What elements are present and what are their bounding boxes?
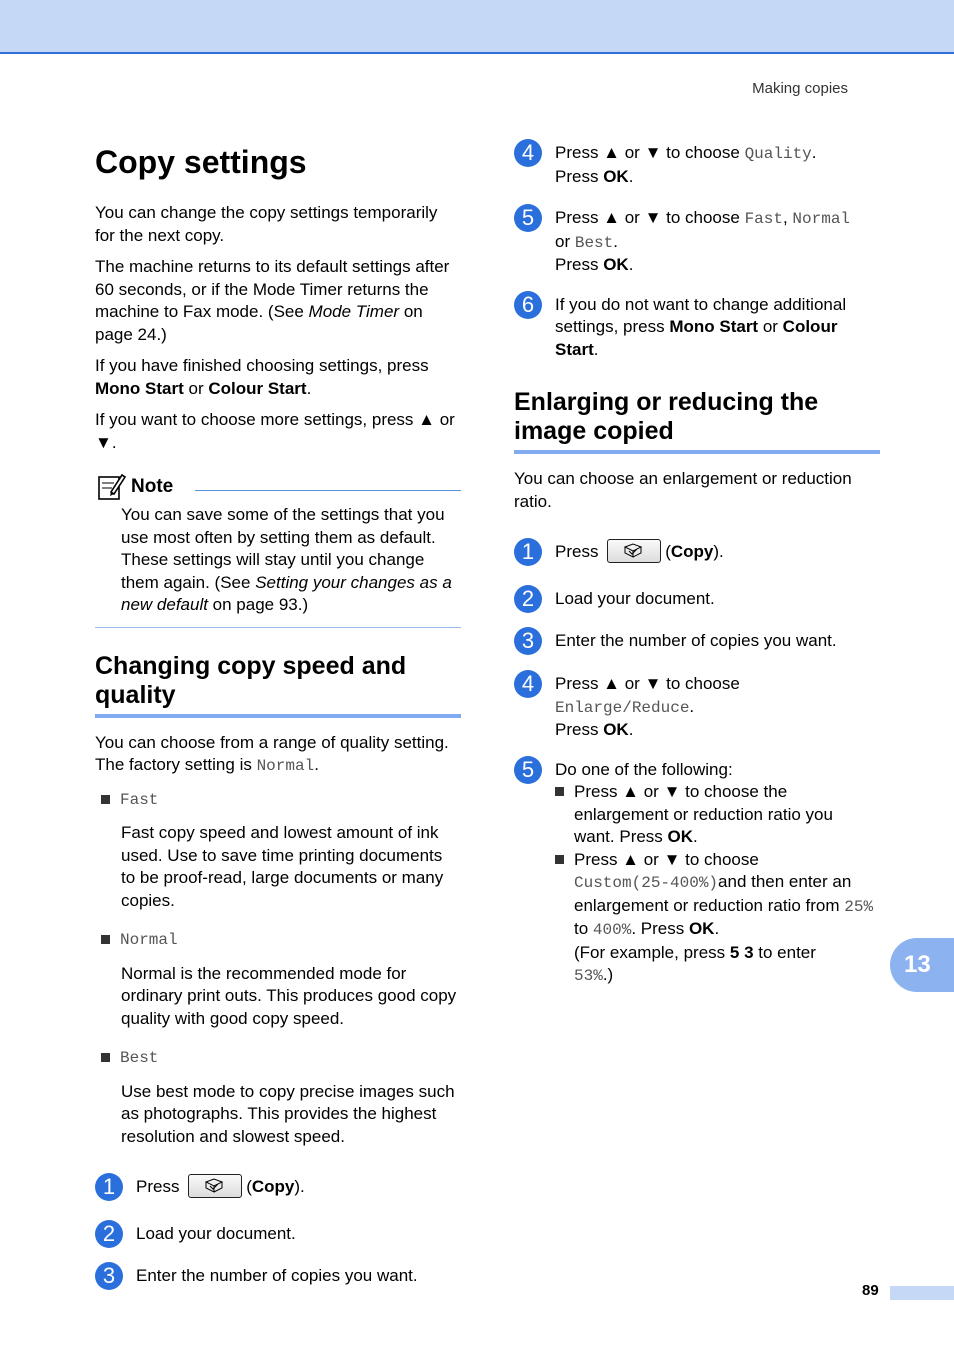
copy-hand-icon bbox=[204, 1177, 224, 1194]
text: on page 93.) bbox=[207, 595, 309, 614]
text: . bbox=[714, 919, 720, 938]
step-4-enlarge bbox=[514, 673, 880, 742]
text: If you do not want to change additional settings, press bbox=[555, 294, 847, 336]
step-text: Load your document. bbox=[555, 589, 715, 608]
ok-key: OK bbox=[603, 166, 629, 186]
normal-setting: Normal bbox=[256, 757, 315, 775]
text: to enter bbox=[753, 942, 816, 962]
note-pencil-icon bbox=[97, 472, 127, 502]
chapter-tab: 13 bbox=[890, 938, 954, 992]
quality-menu: Quality bbox=[744, 145, 812, 163]
text: You can save some of the settings that you use most often by setting them as default. These settings will stay until you change them again. (See bbox=[121, 505, 445, 592]
bullet-square-icon bbox=[101, 795, 110, 804]
note-box bbox=[95, 470, 461, 628]
option-desc: Normal is the recommended mode for ordinary print outs. This produces good copy quality with good copy speed. bbox=[121, 963, 457, 1028]
step-text: Enter the number of copies you want. bbox=[555, 631, 837, 650]
text: ). bbox=[713, 542, 724, 561]
text: Press ▲ or ▼ to choose bbox=[555, 208, 745, 227]
max-ratio: 400% bbox=[592, 921, 632, 939]
default-paragraph bbox=[95, 256, 461, 346]
option-name: Fast bbox=[120, 790, 159, 809]
bullet-text bbox=[574, 849, 874, 988]
text: . bbox=[628, 720, 634, 739]
step-number: 5 bbox=[514, 204, 542, 232]
finish-paragraph bbox=[95, 355, 461, 400]
note-divider bbox=[195, 490, 461, 491]
ok-key: OK bbox=[603, 255, 629, 274]
bullet-square-icon bbox=[555, 855, 564, 864]
text: Press bbox=[555, 542, 599, 561]
text: ( bbox=[246, 1177, 252, 1196]
text: . bbox=[306, 378, 312, 398]
step-number: 2 bbox=[514, 585, 542, 613]
text: or bbox=[183, 378, 209, 398]
quality-intro bbox=[95, 732, 461, 778]
step-text bbox=[555, 759, 874, 988]
option-desc: Fast copy speed and lowest amount of ink used. Use to save time printing documents to be proof-read, large documents or many copies. bbox=[121, 823, 444, 910]
page-number: 89 bbox=[862, 1282, 879, 1299]
step-5-choose bbox=[514, 207, 880, 277]
colour-start-key: Colour Start bbox=[555, 317, 838, 359]
top-banner bbox=[0, 0, 954, 54]
step-number: 2 bbox=[95, 1220, 123, 1248]
step-3 bbox=[95, 1265, 461, 1290]
step-2 bbox=[514, 588, 880, 613]
text: ). bbox=[294, 1177, 305, 1196]
text: Press bbox=[555, 255, 604, 274]
enlarge-reduce-menu: Enlarge/Reduce bbox=[555, 698, 690, 717]
ok-key: OK bbox=[688, 919, 715, 938]
bullet-text bbox=[574, 781, 874, 849]
step-number: 4 bbox=[514, 670, 542, 698]
bullet-square-icon bbox=[555, 787, 564, 796]
text: Do one of the following: bbox=[555, 759, 733, 779]
text: . bbox=[689, 696, 695, 716]
step-1 bbox=[514, 541, 880, 566]
page-title: Copy settings bbox=[95, 144, 307, 180]
text: The machine returns to its default settings after 60 seconds, or if the Mode Timer returns the machine to Fax mode. (See bbox=[95, 257, 450, 321]
text: . bbox=[314, 755, 319, 774]
note-header bbox=[95, 470, 461, 504]
text: Press ▲ or ▼ to choose bbox=[555, 143, 745, 162]
text: Press ▲ or ▼ to choose bbox=[555, 674, 740, 693]
step-number: 4 bbox=[514, 139, 542, 167]
page-footer-bar bbox=[890, 1286, 954, 1300]
text: and then enter an enlargement or reduction ratio from bbox=[574, 872, 852, 915]
step-text bbox=[555, 142, 817, 188]
fast-setting: Fast bbox=[744, 210, 783, 228]
bullet-square-icon bbox=[101, 1053, 110, 1062]
intro-paragraph: You can change the copy settings temporarily for the next copy. bbox=[95, 203, 438, 245]
step-text bbox=[555, 541, 724, 564]
mode-timer-ref: Mode Timer bbox=[308, 302, 400, 321]
text: on page 24.) bbox=[95, 302, 423, 344]
step-number: 1 bbox=[514, 538, 542, 566]
right-column bbox=[514, 142, 880, 988]
text: Press ▲ or ▼ to choose the enlargement or reduction ratio you want. Press bbox=[574, 782, 833, 846]
text: . bbox=[593, 339, 599, 359]
more-settings-paragraph: If you want to choose more settings, press ▲ or ▼. bbox=[95, 410, 455, 452]
text: . bbox=[613, 231, 618, 251]
step-number: 3 bbox=[95, 1262, 123, 1290]
text: Press bbox=[555, 720, 604, 739]
copy-key: Copy bbox=[670, 542, 714, 561]
step-number: 6 bbox=[514, 291, 542, 319]
ok-key: OK bbox=[603, 720, 629, 739]
step-4-quality bbox=[514, 142, 880, 188]
step-text: Enter the number of copies you want. bbox=[136, 1266, 418, 1285]
copy-hand-icon bbox=[623, 542, 643, 559]
option-normal bbox=[101, 929, 461, 952]
text: , bbox=[782, 208, 793, 227]
text: . bbox=[628, 166, 634, 186]
text: .) bbox=[602, 965, 614, 984]
option-name: Best bbox=[120, 1049, 159, 1067]
copy-button[interactable] bbox=[188, 1174, 242, 1198]
step-number: 1 bbox=[95, 1173, 123, 1201]
text: Press ▲ or ▼ to choose bbox=[574, 849, 759, 869]
option-fast bbox=[101, 789, 461, 812]
text: ( bbox=[665, 542, 671, 561]
option-best bbox=[101, 1047, 461, 1070]
best-setting: Best bbox=[574, 233, 614, 252]
enlarge-intro: You can choose an enlargement or reduction ratio. bbox=[514, 469, 852, 511]
text: Press bbox=[136, 1177, 180, 1196]
running-header: Making copies bbox=[752, 80, 848, 97]
step-number: 5 bbox=[514, 756, 542, 784]
step-6-start bbox=[514, 291, 880, 362]
normal-setting: Normal bbox=[792, 210, 851, 228]
left-column bbox=[95, 140, 461, 1290]
step-number: 3 bbox=[514, 627, 542, 655]
default-ref: Setting your changes as a new default bbox=[121, 572, 452, 614]
option-preset-ratio bbox=[555, 781, 874, 849]
text: . bbox=[628, 255, 634, 274]
colour-start-key: Colour Start bbox=[208, 378, 307, 398]
step-text: Load your document. bbox=[136, 1224, 296, 1243]
step-text bbox=[555, 294, 880, 362]
step-text bbox=[136, 1176, 305, 1199]
example-keys: 5 3 bbox=[729, 942, 754, 962]
section-title: Enlarging or reducing the image copied bbox=[514, 388, 819, 445]
text: to bbox=[574, 919, 593, 938]
step-2 bbox=[95, 1223, 461, 1248]
text: You can choose from a range of quality setting. The factory setting is bbox=[95, 732, 449, 774]
note-title: Note bbox=[131, 476, 174, 497]
custom-setting: Custom(25-400%) bbox=[574, 874, 719, 892]
option-name: Normal bbox=[120, 931, 178, 949]
bullet-square-icon bbox=[101, 935, 110, 944]
text: . Press bbox=[631, 919, 689, 938]
step-1 bbox=[95, 1176, 461, 1201]
section-title: Changing copy speed and quality bbox=[95, 651, 407, 709]
text: If you have finished choosing settings, press bbox=[95, 356, 429, 375]
option-custom-ratio bbox=[555, 849, 874, 988]
step-5-options bbox=[514, 756, 880, 988]
step-text bbox=[555, 673, 740, 742]
mono-start-key: Mono Start bbox=[95, 378, 184, 398]
text: or bbox=[555, 231, 575, 251]
example-ratio: 53% bbox=[574, 967, 603, 985]
step-text bbox=[555, 207, 850, 277]
text: . bbox=[811, 143, 817, 162]
ok-key: OK bbox=[667, 827, 694, 846]
section-heading-enlarge bbox=[514, 388, 880, 454]
min-ratio: 25% bbox=[844, 897, 874, 916]
copy-button[interactable] bbox=[607, 539, 661, 563]
text: (For example, press bbox=[574, 942, 730, 962]
section-heading-quality bbox=[95, 652, 461, 718]
note-body bbox=[95, 504, 461, 617]
text: or bbox=[758, 317, 783, 336]
copy-key: Copy bbox=[251, 1177, 295, 1196]
step-3 bbox=[514, 630, 880, 655]
quality-options bbox=[101, 789, 461, 1149]
note-bottom-rule bbox=[95, 627, 461, 628]
text: . bbox=[693, 827, 698, 846]
text: Press bbox=[555, 166, 604, 186]
option-desc: Use best mode to copy precise images such as photographs. This provides the highest resolution and slowest speed. bbox=[121, 1081, 455, 1146]
mono-start-key: Mono Start bbox=[669, 317, 759, 336]
